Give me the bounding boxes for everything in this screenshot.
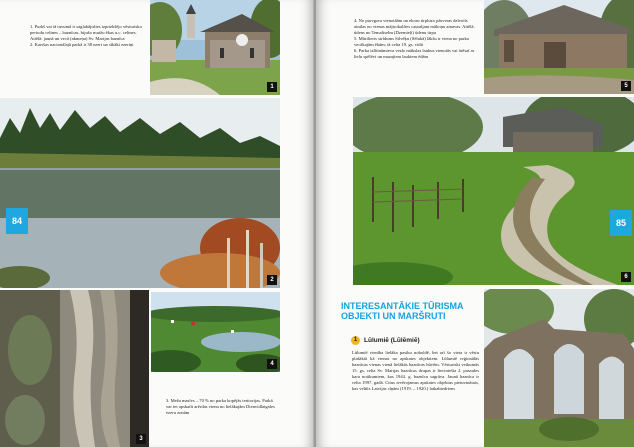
caption-4: 4. No purvgora vienotāām un ekoru tirpluzo pāsveras dzīvotīs ainilas no vienas mājtrokalfies cauraljam mākoņu ainavas. Attēlā: ūdens no Temaliselm (Dzemieļi) ūdenu tirpa [354, 18, 475, 35]
subsection-number-badge: 1 [351, 336, 360, 345]
captions-top-right [354, 18, 480, 60]
caption-3: 3. Meža masīvs – 70 % no parka kopējās teritorijas. Parkā var iet apskatīt arērdas vienu no lielākajām Dienvidlatgales ezeru zonām [166, 398, 275, 415]
photo-wooden-barn [484, 0, 634, 94]
page-number-left: 84 [6, 208, 28, 234]
photo-number-6: 6 [621, 272, 631, 282]
photo-number-1: 1 [267, 82, 277, 92]
caption-bottom-left [166, 398, 278, 416]
subsection-header [351, 336, 420, 345]
section-heading: INTERESANTĀKIE TŪRISMA OBJEKTI UN MARŠRUTI [341, 301, 464, 321]
photo-church [150, 0, 280, 95]
photo-number-3: 3 [136, 434, 146, 444]
photo-country-road [353, 97, 634, 285]
photo-church-ruins [484, 289, 634, 447]
left-page [0, 0, 314, 447]
page-number-right: 85 [610, 210, 632, 236]
photo-lake [0, 98, 280, 288]
captions-top-left [30, 24, 146, 48]
body-text [352, 350, 479, 392]
subsection-title: Lūlumiē (Lūlēmiē) [364, 337, 420, 344]
caption-5: 5. Mūrilieris strīdums Silvēķu (Sēlukā) lākšu ir viena no parka vecākajām ēkām; tā celta 19. gs. vidū [354, 36, 469, 47]
photo-number-4: 4 [267, 359, 277, 369]
caption-1: 1. Purkš vai tā tuvumā ir saglabājušies izpriekšējo vēsturisko periodu celtnes – baznīcas, bijušo muižu ēkas u.c. celtnes. Attēlā: jaunā un vecā (akmeņa) Sv. Marijas baznīca [30, 24, 142, 41]
photo-number-2: 2 [267, 275, 277, 285]
photo-tree-bark [0, 290, 149, 447]
photo-number-5: 5 [621, 81, 631, 91]
body-paragraph: Lūlumiē vienība lielāka pasiku noboldē, bet arī šo vieta ir vēstu plašākiā kā vienas no apskates objektiem. Lūlumiē reģionālās baznīcas vienas vienā lielākās baznīcas būvēm. Vēsturiski veikumās 15. gs. celta Sv. Marijas baznīcas drupas ir lieciniešia 2. pasaules kara notikumiem, kas 1944. g. baznīcu sagrāva. Jaunā baznīca ir celta 1997. gadā. Citus ievērojamus apskates objektus pietuvinātais, kas veltīts Latvijas cīņām (1919. – 1920.) laikabiedriem [352, 350, 479, 391]
photo-aerial-landscape [151, 292, 280, 372]
right-page [316, 0, 634, 447]
caption-2: 2. Karsšas nacionālajā parkā ir 38 ezeri un sīkāki ezeriņi [30, 42, 134, 47]
caption-6: 6. Parka izlītināmieva vezlo mākslas laukus vienotās vai ārēsaī ar lielu spēlēvi un mazajiem laukiem ēdām [354, 48, 475, 59]
